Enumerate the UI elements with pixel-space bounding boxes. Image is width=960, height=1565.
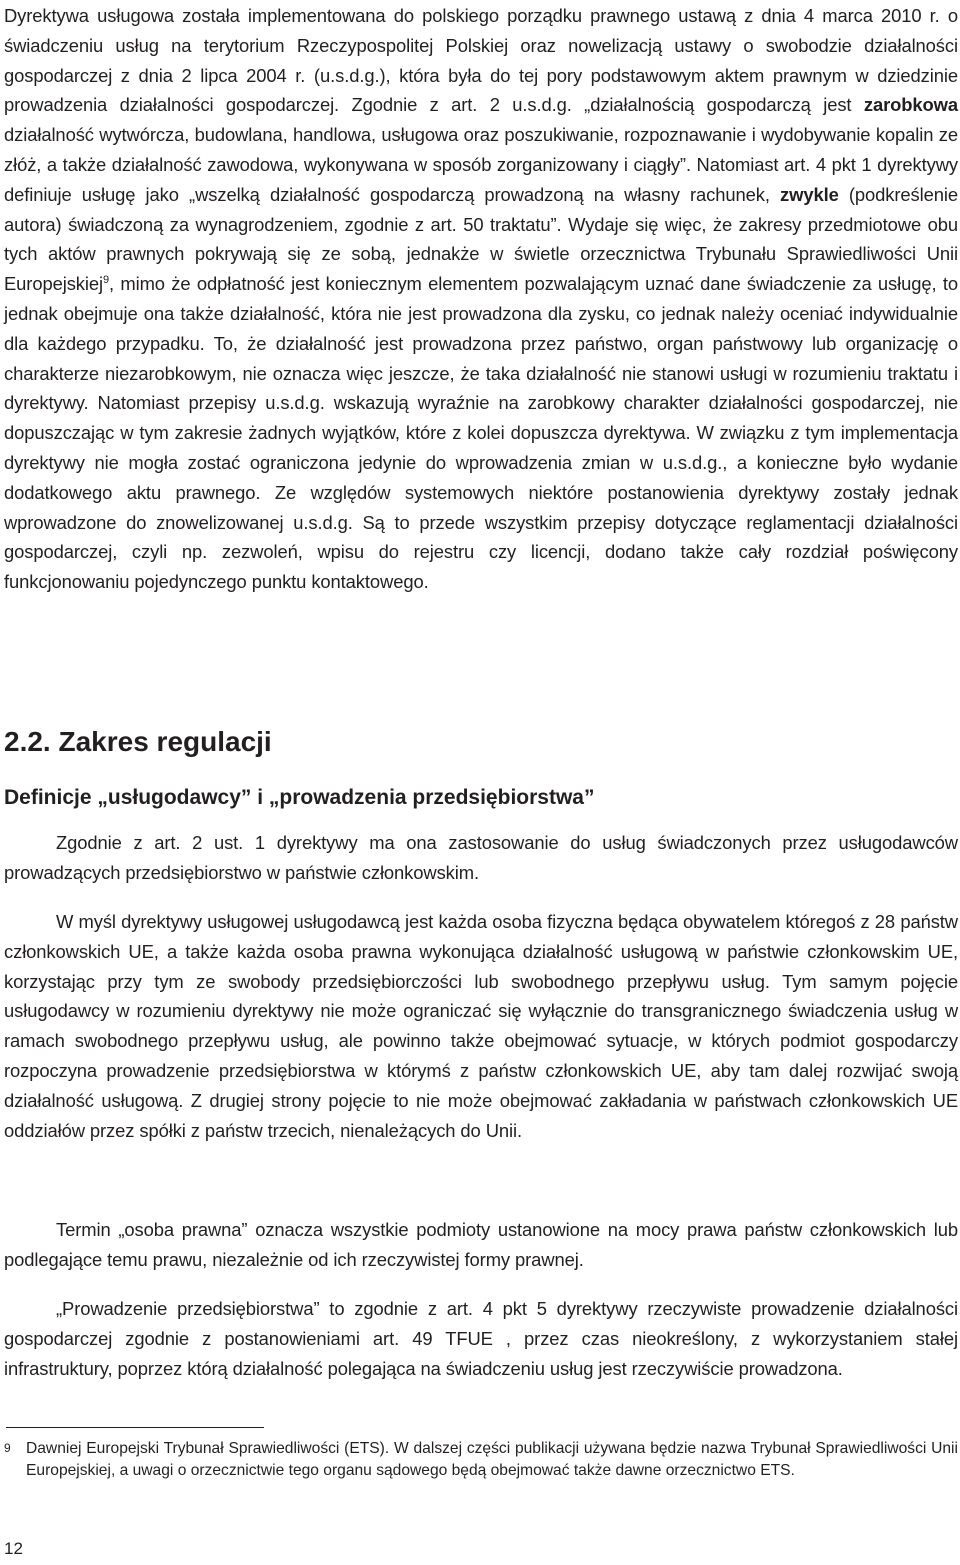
p1-bold-zwykle: zwykle	[780, 183, 839, 205]
paragraph-establishment: „Prowadzenie przedsiębiorstwa” to zgodnie z art. 4 pkt 5 dyrektywy rzeczywiste prowadzenie działalności gospodarczej zgodnie z postanowieniami art. 49 TFUE , przez czas nieokreślony, z wykorzystaniem stałej infrastruktury, poprzez którą działalność polegająca na świadczeniu usług jest rzeczywiście prowadzona.	[4, 1298, 958, 1379]
footnote-mark: 9	[4, 1441, 11, 1455]
p1-text-f: , mimo że odpłatność jest koniecznym elementem pozwalającym uznać dane świadczenie za usługę, to jednak obejmuje ona także działalność, która nie jest prowadzona dla zysku, co jednak należy oceniać indywidualnie dla każdego przypadku. To, że działalność jest prowadzona przez państwo, organ państwowy lub organizację o charakterze niezarobkowym, nie oznacza więc jeszcze, że taka działalność nie stanowi usługi w rozumieniu traktatu i dyrektywy. Natomiast przepisy u.s.d.g. wskazują wyraźnie na zarobkowy charakter działalności gospodarczej, nie dopuszczając w tym zakresie żadnych wyjątków, które z kolei dopuszcza dyrektywa. W związku z tym implementacja dyrektywy nie mogła zostać ograniczona jedynie do wprowadzenia zmian w u.s.d.g., a konieczne było wydanie dodatkowego aktu prawnego. Ze względów systemowych niektóre postanowienia dyrektywy zostały jednak wprowadzone do znowelizowanej u.s.d.g. Są to przede wszystkim przepisy dotyczące reglamentacji działalności gospodarczej, czyli np. zezwoleń, wpisu do rejestru czy licencji, dodano także cały rozdział poświęcony funkcjonowaniu pojedynczego punktu kontaktowego.	[4, 273, 958, 593]
paragraph-service-provider: W myśl dyrektywy usługowej usługodawcą jest każda osoba fizyczna będąca obywatelem któregoś z 28 państw członkowskich UE, a także każda osoba prawna wykonująca działalność usługową w państwie członkowskim UE, korzystając przy tym ze swobody przedsiębiorczości lub swobodnego przepływu usług. Tym samym pojęcie usługodawcy w rozumieniu dyrektywy nie może ograniczać się wyłącznie do transgranicznego świadczenia usług w ramach swobodnego przepływu usług, ale powinno także obejmować sytuacje, w których podmiot gospodarczy rozpoczyna prowadzenie przedsiębiorstwa w którymś z państw członkowskich UE, aby tam dalej rozwijać swoją działalność usługową. Z drugiej strony pojęcie to nie może obejmować zakładania w państwach członkowskich UE oddziałów przez spółki z państw trzecich, nienależących do Unii.	[4, 911, 958, 1141]
footnote-text: Dawniej Europejski Trybunał Sprawiedliwości (ETS). W dalszej części publikacji używana będzie nazwa Trybunał Sprawiedliwości Unii Europejskiej, a uwagi o orzecznictwie tego organu sądowego będą obejmować także dawne orzecznictwo ETS.	[26, 1440, 958, 1480]
sub-heading: Definicje „usługodawcy” i „prowadzenia przedsiębiorstwa”	[4, 786, 595, 809]
paragraph-scope: Zgodnie z art. 2 ust. 1 dyrektywy ma ona zastosowanie do usług świadczonych przez usługodawców prowadzących przedsiębiorstwo w państwie członkowskim.	[4, 832, 958, 883]
p1-bold-zarobkowa: zarobkowa	[863, 94, 958, 116]
section-heading: 2.2. Zakres regulacji	[4, 726, 272, 757]
page-number: 12	[4, 1539, 23, 1558]
p1-text-a: Dyrektywa usługowa została implementowana do polskiego porządku prawnego ustawą z dnia 4 marca 2010 r. o świadczeniu usług na terytorium Rzeczypospolitej Polskiej oraz nowelizacją ustawy o swobodzie działalności gospodarczej z dnia 2 lipca 2004 r. (u.s.d.g.), która była do tej pory podstawowym aktem prawnym w dziedzinie prowadzenia działalności gospodarczej. Zgodnie z art. 2 u.s.d.g. „działalnością gospodarczą jest	[4, 5, 958, 116]
paragraph-implementation	[4, 1, 958, 597]
footnote-divider	[6, 1427, 264, 1428]
paragraph-legal-person: Termin „osoba prawna” oznacza wszystkie podmioty ustanowione na mocy prawa państw członkowskich lub podlegające temu prawu, niezależnie od ich rzeczywistej formy prawnej.	[4, 1219, 958, 1270]
p1-text-c: działalność wytwórcza, budowlana, handlowa, usługowa oraz poszukiwanie, rozpoznawanie i wydobywanie kopalin ze złóż, a także działalność zawodowa, wykonywana w sposób zorganizowany i ciągły”. Natomiast art. 4 pkt 1 dyrektywy definiuje usługę jako „wszelką działalność gospodarczą prowadzoną na własny rachunek,	[4, 124, 958, 205]
footnote-reference: 9	[102, 274, 110, 287]
p1-text-e: (podkreślenie autora) świadczoną za wynagrodzeniem, zgodnie z art. 50 traktatu”. Wydaje się więc, że zakresy przedmiotowe obu tych aktów prawnych pokrywają się ze sobą, jednakże w świetle orzecznictwa Trybunału Sprawiedliwości Unii Europejskiej	[4, 183, 958, 295]
